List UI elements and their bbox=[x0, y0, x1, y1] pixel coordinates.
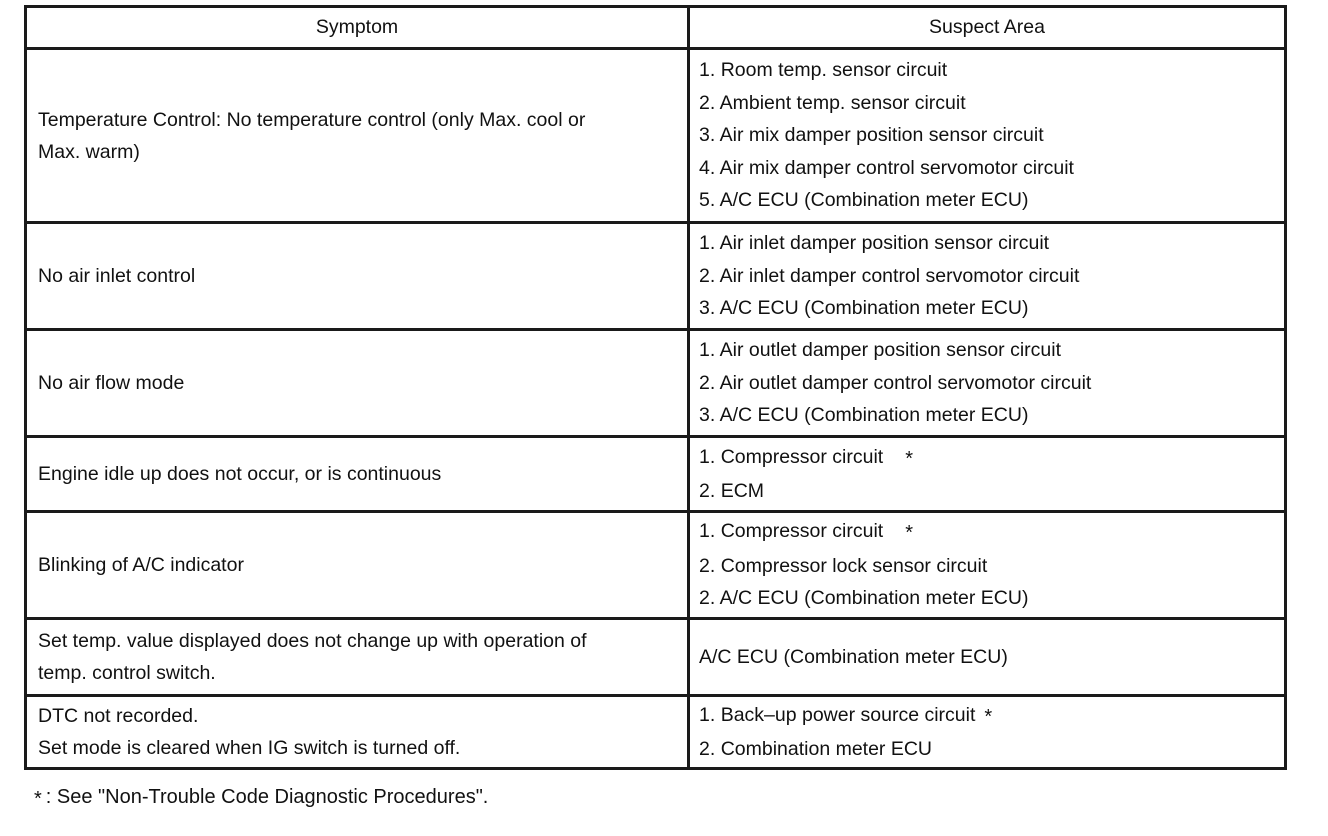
item-text: A/C ECU (Combination meter ECU) bbox=[699, 645, 1008, 668]
symptom-cell bbox=[26, 619, 689, 696]
suspect-item bbox=[699, 184, 1278, 217]
item-number: 4. bbox=[699, 156, 716, 179]
suspect-area-list bbox=[699, 699, 1278, 766]
symptom-cell bbox=[26, 437, 689, 512]
item-number: 2. bbox=[699, 371, 716, 394]
symptom-text: temp. control switch. bbox=[38, 662, 216, 684]
suspect-item bbox=[699, 292, 1278, 325]
troubleshooting-document bbox=[24, 5, 1284, 770]
suspect-area-cell bbox=[689, 619, 1286, 696]
table-row bbox=[26, 512, 1286, 619]
item-text: A/C ECU (Combination meter ECU) bbox=[719, 297, 1029, 320]
footnote-text: : See "Non-Trouble Code Diagnostic Procedures". bbox=[45, 786, 489, 808]
symptom-cell bbox=[26, 49, 689, 223]
item-text: Compressor circuit bbox=[720, 445, 884, 468]
asterisk-reference-mark: * bbox=[984, 705, 993, 728]
item-text: Air outlet damper position sensor circuit bbox=[719, 339, 1062, 362]
item-text: Air mix damper control servomotor circuit bbox=[719, 156, 1074, 179]
suspect-area-list bbox=[699, 515, 1278, 615]
item-number: 1. bbox=[699, 520, 716, 543]
item-number: 1. bbox=[699, 339, 716, 362]
suspect-item bbox=[699, 733, 1278, 766]
item-text: Ambient temp. sensor circuit bbox=[719, 91, 966, 114]
item-text: Back–up power source circuit bbox=[720, 703, 976, 726]
item-number: 1. bbox=[699, 59, 716, 82]
item-text: Air outlet damper control servomotor circuit bbox=[719, 371, 1092, 394]
table-row bbox=[26, 330, 1286, 437]
table-row bbox=[26, 696, 1286, 769]
suspect-area-cell bbox=[689, 437, 1286, 512]
suspect-item bbox=[699, 582, 1278, 615]
suspect-area-column-header: Suspect Area bbox=[689, 7, 1286, 49]
item-number: 2. bbox=[699, 738, 716, 760]
item-number: 3. bbox=[699, 297, 716, 320]
item-number: 3. bbox=[699, 124, 716, 147]
problem-symptoms-table bbox=[24, 5, 1287, 770]
footnote bbox=[34, 784, 488, 812]
suspect-item bbox=[699, 260, 1278, 293]
suspect-area-cell bbox=[689, 49, 1286, 223]
suspect-item bbox=[699, 699, 1278, 734]
item-text: Combination meter ECU bbox=[720, 738, 933, 760]
suspect-item bbox=[699, 54, 1278, 87]
item-number: 1. bbox=[699, 232, 716, 255]
item-text: Air mix damper position sensor circuit bbox=[719, 124, 1044, 147]
suspect-item bbox=[699, 87, 1278, 120]
table-row bbox=[26, 49, 1286, 223]
suspect-area-cell bbox=[689, 512, 1286, 619]
symptom-text: Max. warm) bbox=[38, 140, 140, 163]
item-number: 2. bbox=[699, 264, 716, 287]
item-number: 5. bbox=[699, 189, 716, 212]
symptom-text: No air inlet control bbox=[38, 265, 196, 287]
item-number: 2. bbox=[699, 91, 716, 114]
suspect-area-cell bbox=[689, 223, 1286, 330]
symptom-text: Set mode is cleared when IG switch is turned off. bbox=[38, 737, 461, 759]
item-text: A/C ECU (Combination meter ECU) bbox=[719, 404, 1029, 427]
symptom-cell bbox=[26, 330, 689, 437]
suspect-item bbox=[699, 475, 1278, 508]
table-row bbox=[26, 223, 1286, 330]
item-text: Room temp. sensor circuit bbox=[720, 59, 948, 82]
suspect-item bbox=[699, 550, 1278, 583]
item-text: Air inlet damper position sensor circuit bbox=[719, 232, 1050, 255]
item-text: ECM bbox=[720, 480, 765, 502]
symptom-text: No air flow mode bbox=[38, 372, 185, 394]
suspect-item bbox=[699, 119, 1278, 152]
item-text: A/C ECU (Combination meter ECU) bbox=[719, 189, 1029, 212]
item-number: 1. bbox=[699, 445, 716, 468]
item-text: Compressor lock sensor circuit bbox=[720, 554, 988, 577]
suspect-area-list bbox=[699, 54, 1278, 217]
item-text: Air inlet damper control servomotor circuit bbox=[719, 264, 1080, 287]
suspect-item bbox=[699, 367, 1278, 400]
table-row bbox=[26, 437, 1286, 512]
symptom-cell bbox=[26, 696, 689, 769]
suspect-area-list bbox=[699, 641, 1278, 674]
suspect-area-list bbox=[699, 334, 1278, 432]
suspect-area-list bbox=[699, 227, 1278, 325]
suspect-item bbox=[699, 227, 1278, 260]
suspect-item bbox=[699, 515, 1278, 550]
item-text: Compressor circuit bbox=[720, 520, 884, 543]
item-number: 2. bbox=[699, 480, 716, 502]
item-number: 3. bbox=[699, 404, 716, 427]
suspect-area-list bbox=[699, 441, 1278, 508]
symptom-text: Blinking of A/C indicator bbox=[38, 554, 244, 576]
table-row bbox=[26, 619, 1286, 696]
asterisk-reference-mark: * bbox=[34, 788, 42, 810]
table-header-row bbox=[26, 7, 1286, 49]
symptom-cell bbox=[26, 512, 689, 619]
symptom-cell bbox=[26, 223, 689, 330]
symptom-text: Temperature Control: No temperature control (only Max. cool or bbox=[38, 108, 586, 131]
suspect-item bbox=[699, 441, 1278, 476]
item-text: A/C ECU (Combination meter ECU) bbox=[719, 587, 1029, 610]
symptom-text: Engine idle up does not occur, or is continuous bbox=[38, 463, 442, 485]
suspect-item bbox=[699, 152, 1278, 185]
suspect-item bbox=[699, 334, 1278, 367]
suspect-area-cell bbox=[689, 330, 1286, 437]
item-number: 2. bbox=[699, 587, 716, 610]
item-number: 1. bbox=[699, 703, 716, 726]
symptom-text: Set temp. value displayed does not change up with operation of bbox=[38, 630, 587, 652]
asterisk-reference-mark: * bbox=[905, 522, 914, 545]
symptom-text: DTC not recorded. bbox=[38, 705, 199, 727]
item-number: 2. bbox=[699, 554, 716, 577]
suspect-item bbox=[699, 399, 1278, 432]
symptom-column-header: Symptom bbox=[26, 7, 689, 49]
suspect-item bbox=[699, 641, 1278, 674]
asterisk-reference-mark: * bbox=[905, 447, 914, 470]
suspect-area-cell bbox=[689, 696, 1286, 769]
